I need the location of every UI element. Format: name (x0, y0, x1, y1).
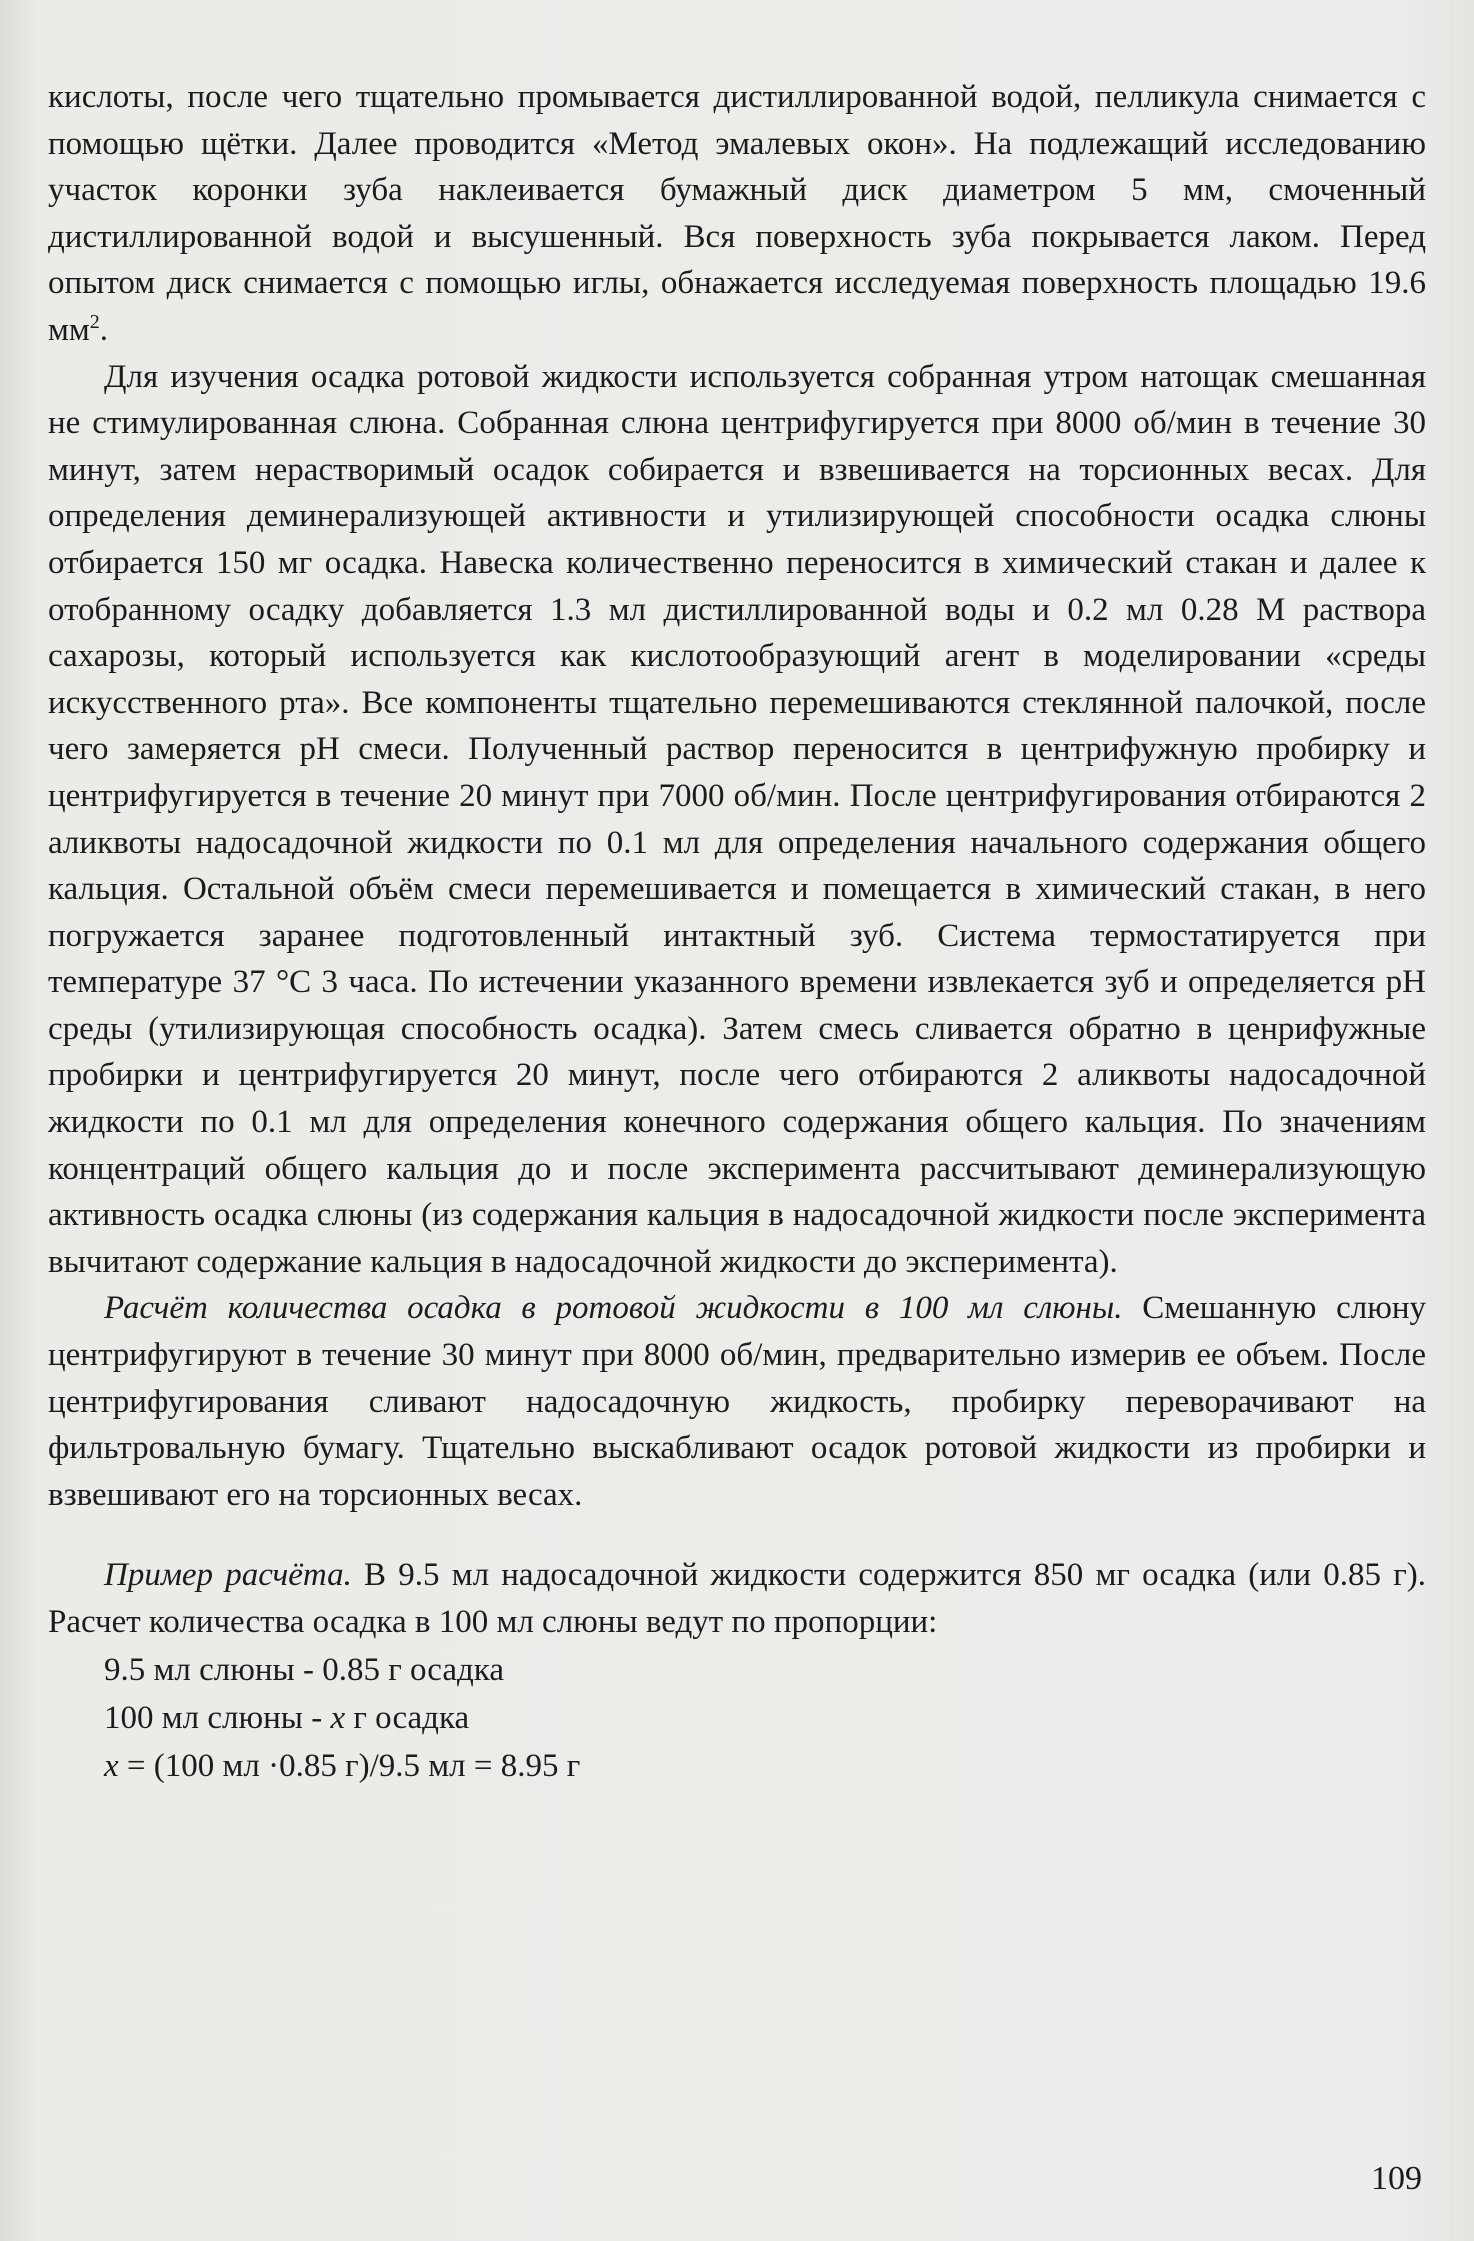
paragraph-example (48, 1552, 1426, 1645)
proportion-line-2-b: г осадка (345, 1699, 470, 1736)
superscript-area-unit: 2 (89, 310, 100, 333)
result-formula-text: = (100 мл ·0.85 г)/9.5 мл = 8.95 г (118, 1747, 581, 1784)
paragraph-enamel-windows (48, 74, 1426, 354)
result-formula (48, 1742, 1426, 1790)
paragraph-sediment-calculation (48, 1285, 1426, 1518)
paragraph-example-heading: Пример расчёта. (104, 1557, 352, 1594)
proportion-line-2 (48, 1694, 1426, 1742)
paragraph-example-text: В 9.5 мл надосадочной жидкости содержится 850 мг осадка (или 0.85 г). Расчет количества осадка в 100 мл слюны ведут по пропорции: (48, 1557, 1426, 1640)
page-number: 109 (1371, 2160, 1422, 2197)
paragraph-sediment-calculation-heading: Расчёт количества осадка в ротовой жидкости в 100 мл слюны. (104, 1290, 1123, 1327)
paragraph-sediment-study: Для изучения осадка ротовой жидкости используется собранная утром натощак смешанная не стимулированная слюна. Собранная слюна центрифугируется при 8000 об/мин в течение 30 минут, затем нерастворимый осадок собирается и взвешивается на торсионных весах. Для определения деминерализующей активности и утилизирующей способности осадка слюны отбирается 150 мг осадка. Навеска количественно переносится в химический стакан и далее к отобранному осадку добавляется 1.3 мл дистиллированной воды и 0.2 мл 0.28 М раствора сахарозы, который используется как кислотообразующий агент в моделировании «среды искусственного рта». Все компоненты тщательно перемешиваются стеклянной палочкой, после чего замеряется pH смеси. Полученный раствор переносится в центрифужную пробирку и центрифугируется в течение 20 минут при 7000 об/мин. После центрифугирования отбираются 2 аликвоты надосадочной жидкости по 0.1 мл для определения начального содержания общего кальция. Остальной объём смеси перемешивается и помещается в химический стакан, в него погружается заранее подготовленный интактный зуб. Система термостатируется при температуре 37 °С 3 часа. По истечении указанного времени извлекается зуб и определяется pH среды (утилизирующая способность осадка). Затем смесь сливается обратно в ценрифужные пробирки и центрифугируется 20 минут, после чего отбираются 2 аликвоты надосадочной жидкости по 0.1 мл для определения конечного содержания общего кальция. По значениям концентраций общего кальция до и после эксперимента рассчитывают деминерализующую активность осадка слюны (из содержания кальция в надосадочной жидкости после эксперимента вычитают содержание кальция в надосадочной жидкости до эксперимента). (48, 358, 1426, 1280)
paragraph-enamel-windows-text: кислоты, после чего тщательно промывается дистиллированной водой, пелликула снимается с помощью щётки. Далее проводится «Метод эмалевых окон». На подлежащий исследованию участок коронки зуба наклеивается бумажный диск диаметром 5 мм, смоченный дистиллированной водой и высушенный. Вся поверхность зуба покрывается лаком. Перед опытом диск снимается с помощью иглы, обнажается исследуемая поверхность площадью 19.6 мм (48, 79, 1426, 348)
paragraph-sediment-calculation-text: Смешанную слюну центрифугируют в течение 30 минут при 8000 об/мин, предварительно измерив ее объем. После центрифугирования сливают надосадочную жидкость, пробирку переворачивают на фильтровальную бумагу. Тщательно выскабливают осадок ротовой жидкости из пробирки и взвешивают его на торсионных весах. (48, 1290, 1427, 1513)
paragraph-end-dot: . (99, 311, 109, 348)
body-text (48, 74, 1426, 1790)
variable-x-result: x (104, 1747, 119, 1784)
proportion-line-2-a: 100 мл слюны - (104, 1699, 331, 1736)
proportion-line-1: 9.5 мл слюны - 0.85 г осадка (104, 1651, 504, 1688)
variable-x: x (330, 1699, 346, 1736)
